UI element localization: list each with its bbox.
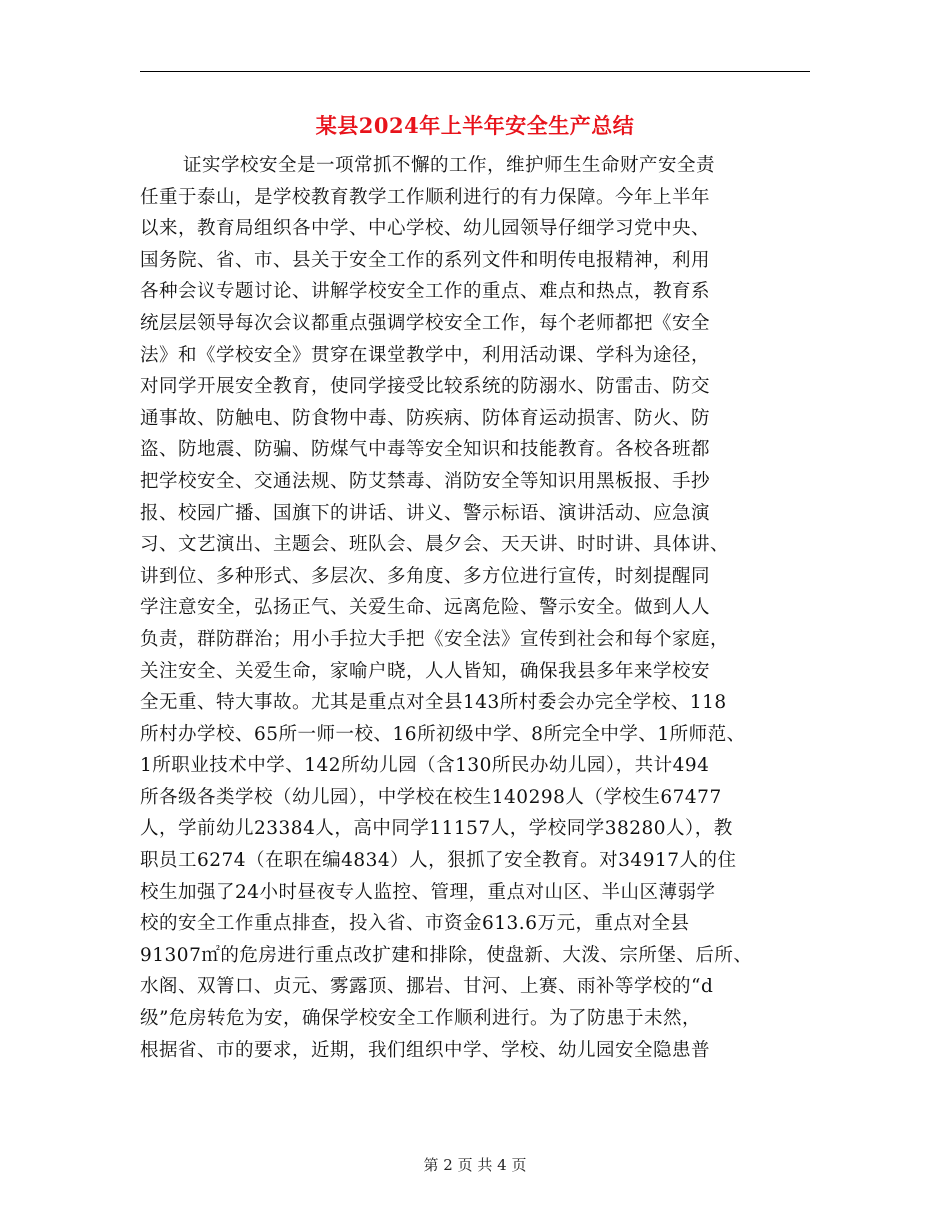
body-line: 把学校安全、交通法规、防艾禁毒、消防安全等知识用黑板报、手抄 <box>140 470 711 492</box>
document-body <box>140 150 840 1066</box>
body-line: 负责，群防群治；用小手拉大手把《安全法》宣传到社会和每个家庭， <box>140 628 730 650</box>
body-line: 讲到位、多种形式、多层次、多角度、多方位进行宣传，时刻提醒同 <box>140 565 711 587</box>
body-line: 对同学开展安全教育，使同学接受比较系统的防溺水、防雷击、防交 <box>140 376 711 398</box>
body-line: 校的安全工作重点排查，投入省、市资金613.6万元，重点对全县 <box>140 913 690 935</box>
header-rule <box>140 71 810 72</box>
body-line: 通事故、防触电、防食物中毒、防疾病、防体育运动损害、防火、防 <box>140 407 711 429</box>
body-line: 人，学前幼儿23384人，高中同学11157人，学校同学38280人），教 <box>140 818 733 840</box>
body-line: 学注意安全，弘扬正气、关爱生命、远离危险、警示安全。做到人人 <box>140 597 711 619</box>
body-line: 91307㎡的危房进行重点改扩建和排除，使盘新、大泼、宗所堡、后所、 <box>140 944 753 966</box>
body-line: 报、校园广播、国旗下的讲话、讲义、警示标语、演讲活动、应急演 <box>140 502 711 524</box>
body-line: 盗、防地震、防骗、防煤气中毒等安全知识和技能教育。各校各班都 <box>140 439 711 461</box>
body-line: 所村办学校、65所一师一校、16所初级中学、8所完全中学、1所师范、 <box>140 723 746 745</box>
body-line: 国务院、省、市、县关于安全工作的系列文件和明传电报精神，利用 <box>140 249 711 271</box>
body-line: 水阁、双箐口、贞元、雾露顶、挪岩、甘河、上赛、雨补等学校的“d <box>140 976 714 998</box>
body-line: 1所职业技术中学、142所幼儿园（含130所民办幼儿园），共计494 <box>140 755 710 777</box>
body-line: 证实学校安全是一项常抓不懈的工作，维护师生生命财产安全责 <box>183 155 716 176</box>
body-line: 根据省、市的要求，近期，我们组织中学、学校、幼儿园安全隐患普 <box>140 1039 711 1061</box>
body-line: 法》和《学校安全》贯穿在课堂教学中，利用活动课、学科为途径， <box>140 344 711 366</box>
body-line: 习、文艺演出、主题会、班队会、晨夕会、天天讲、时时讲、具体讲、 <box>140 534 730 556</box>
page-footer: 第 2 页 共 4 页 <box>423 1156 527 1174</box>
body-line: 级”危房转危为安，确保学校安全工作顺利进行。为了防患于未然， <box>140 1008 701 1030</box>
body-line: 全无重、特大事故。尤其是重点对全县143所村委会办完全学校、118 <box>140 692 727 714</box>
body-line: 关注安全、关爱生命，家喻户晓，人人皆知，确保我县多年来学校安 <box>140 660 711 682</box>
body-line: 以来，教育局组织各中学、中心学校、幼儿园领导仔细学习党中央、 <box>140 218 711 240</box>
body-line: 校生加强了24小时昼夜专人监控、管理，重点对山区、半山区薄弱学 <box>140 881 716 903</box>
body-line: 职员工6274（在职在编4834）人，狠抓了安全教育。对34917人的住 <box>140 850 737 872</box>
body-line: 各种会议专题讨论、讲解学校安全工作的重点、难点和热点，教育系 <box>140 281 711 303</box>
body-line: 任重于泰山，是学校教育教学工作顺利进行的有力保障。今年上半年 <box>140 186 711 208</box>
body-line: 所各级各类学校（幼儿园），中学校在校生140298人（学校生67477 <box>140 786 722 808</box>
body-line: 统层层领导每次会议都重点强调学校安全工作，每个老师都把《安全 <box>140 312 711 334</box>
document-title: 某县2024年上半年安全生产总结 <box>315 113 635 138</box>
